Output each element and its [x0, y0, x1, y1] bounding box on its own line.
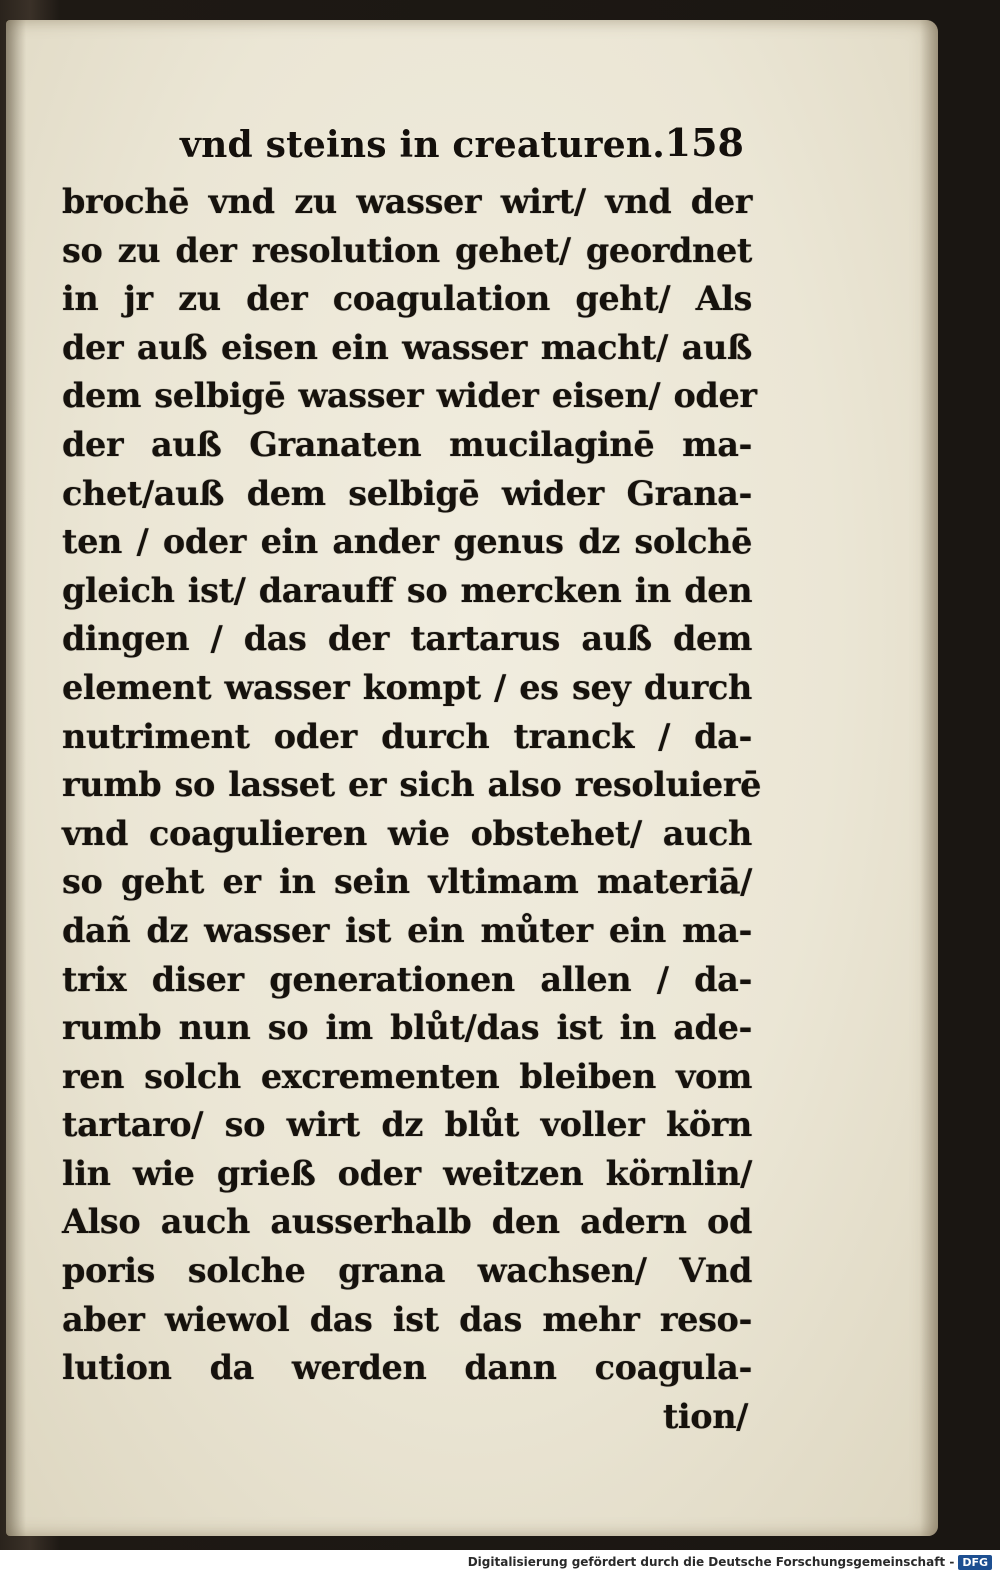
text-line: poris solche grana wachsen/ Vnd	[62, 1251, 752, 1291]
page-number: 158	[664, 120, 744, 165]
text-line: nutriment oder durch tranck / da-	[62, 716, 752, 756]
running-head: vnd steins in creaturen.	[180, 124, 665, 166]
text-line: tartaro/ so wirt dz blůt voller körn	[62, 1105, 752, 1145]
text-line: lution da werden dann coagula-	[62, 1348, 752, 1388]
text-line: dingen / das der tartarus auß dem	[62, 619, 752, 659]
text-line: in jr zu der coagulation geht/ Als	[62, 279, 752, 319]
text-line: trix diser generationen allen / da-	[62, 959, 752, 999]
text-line: chet/auß dem selbigē wider Grana-	[62, 473, 752, 513]
text-block	[62, 118, 761, 1441]
funding-credit: Digitalisierung gefördert durch die Deutsche Forschungsgemeinschaft -	[467, 1555, 955, 1569]
text-line-catchword: tion/	[662, 1396, 748, 1436]
digitization-footer	[0, 1550, 1000, 1574]
text-line: dañ dz wasser ist ein můter ein ma-	[62, 910, 752, 950]
text-line: ren solch excrementen bleiben vom	[62, 1056, 752, 1096]
dfg-logo: DFG	[958, 1555, 992, 1570]
text-line: rumb nun so im blůt/das ist in ade-	[62, 1008, 752, 1048]
text-line: vnd coagulieren wie obstehet/ auch	[62, 813, 752, 853]
page-header	[62, 118, 752, 178]
text-line: der auß Granaten mucilaginē ma-	[62, 424, 752, 464]
body-text	[62, 178, 761, 1441]
text-line: ten / oder ein ander genus dz solchē	[62, 522, 752, 562]
text-line: lin wie grieß oder weitzen körnlin/	[62, 1153, 752, 1193]
text-line: brochē vnd zu wasser wirt/ vnd der	[62, 182, 752, 221]
text-line: aber wiewol das ist das mehr reso-	[62, 1299, 752, 1339]
gutter-shadow	[6, 20, 26, 1536]
text-line: element wasser kompt / es sey durch	[62, 667, 752, 707]
text-line: dem selbigē wasser wider eisen/ oder	[62, 376, 757, 416]
text-line: der auß eisen ein wasser macht/ auß	[62, 327, 752, 367]
text-line: so zu der resolution gehet/ geordnet	[62, 230, 752, 270]
text-line: gleich ist/ darauff so mercken in den	[62, 570, 753, 610]
text-line: rumb so lasset er sich also resoluierē	[62, 765, 761, 805]
text-line: so geht er in sein vltimam materiā/	[62, 862, 752, 902]
text-line: Also auch ausserhalb den adern od	[62, 1202, 752, 1242]
